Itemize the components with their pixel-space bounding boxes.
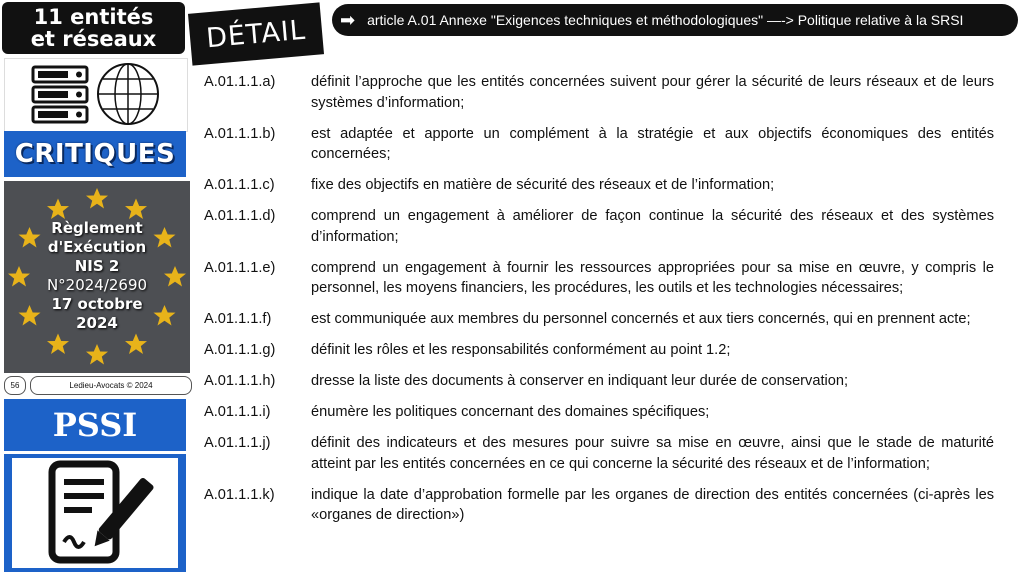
page-number: 56 [4, 376, 26, 395]
reglement-line-5: 17 octobre [51, 295, 143, 313]
reglement-line-1: Règlement [51, 219, 143, 237]
item-text: dresse la liste des documents à conserver en indiquant leur durée de conservation; [311, 373, 849, 389]
slide-footer [4, 376, 190, 395]
eu-star-icon [86, 344, 108, 365]
list-item [204, 485, 994, 526]
item-code: A.01.1.1.i) [204, 404, 271, 420]
item-text: définit les rôles et les responsabilités conformément au point 1.2; [311, 342, 731, 358]
item-text: comprend un engagement à améliorer de façon continue la sécurité des réseaux et des systèmes d’information; [311, 208, 994, 245]
pssi-icon-panel [4, 454, 186, 572]
item-code: A.01.1.1.a) [204, 74, 276, 90]
item-text: énumère les politiques concernant des domaines spécifiques; [311, 404, 710, 420]
list-item [204, 309, 994, 330]
item-text: définit des indicateurs et des mesures pour suivre sa mise en œuvre, ainsi que le stade de maturité atteint par les entités concernées en ce qui concerne la sécurité des réseaux et de l’information; [311, 435, 994, 472]
regulation-reference [4, 219, 190, 333]
copyright-notice: Ledieu-Avocats © 2024 [30, 376, 192, 395]
item-text: est adaptée et apporte un complément à la stratégie et aux objectifs économiques des entités concernées; [311, 125, 994, 162]
list-item [204, 402, 994, 423]
arrow-right-icon: ➡ [340, 9, 356, 30]
eu-regulation-panel [4, 181, 190, 373]
critiques-banner [4, 131, 186, 177]
list-item [204, 72, 994, 113]
eu-star-icon [47, 334, 69, 355]
list-item [204, 433, 994, 474]
sidebar-title [2, 2, 185, 54]
item-code: A.01.1.1.d) [204, 208, 276, 224]
server-icon [31, 65, 89, 125]
list-item [204, 340, 994, 361]
item-code: A.01.1.1.h) [204, 373, 276, 389]
item-text: fixe des objectifs en matière de sécurité des réseaux et de l’information; [311, 177, 775, 193]
reference-bar [332, 4, 1018, 36]
item-code: A.01.1.1.k) [204, 486, 275, 503]
pssi-banner [4, 399, 186, 451]
list-item [204, 175, 994, 196]
eu-star-icon [47, 199, 69, 220]
item-code: A.01.1.1.g) [204, 342, 276, 358]
list-item [204, 124, 994, 165]
item-code: A.01.1.1.e) [204, 259, 276, 276]
item-text: est communiquée aux membres du personnel concernés et aux tiers concernés, qui en prennent acte; [311, 311, 971, 327]
eu-star-icon [86, 188, 108, 209]
list-item [204, 258, 994, 299]
network-icons-panel [4, 58, 188, 132]
reglement-line-4: N°2024/2690 [46, 276, 148, 294]
item-text: indique la date d’approbation formelle par les organes de direction des entités concernées (ci-après les «organes de direction») [311, 486, 994, 523]
document-signature-icon [12, 458, 178, 568]
item-code: A.01.1.1.j) [204, 435, 271, 451]
item-text: comprend un engagement à fournir les ressources appropriées pour sa mise en œuvre, y compris le personnel, les moyens financiers, les procédures, les outils et les technologies nécessaires; [311, 259, 994, 296]
pssi-label: PSSI [52, 406, 138, 444]
title-line-1: 11 entités [33, 5, 154, 29]
detail-tag [188, 2, 324, 65]
critiques-label: CRITIQUES [14, 139, 176, 169]
detail-label: DÉTAIL [204, 14, 308, 54]
item-code: A.01.1.1.b) [204, 125, 276, 142]
item-text: définit l’approche que les entités concernées suivent pour gérer la sécurité de leurs réseaux et de leurs systèmes d’information; [311, 74, 994, 111]
item-code: A.01.1.1.c) [204, 177, 275, 193]
globe-icon [95, 61, 161, 127]
item-code: A.01.1.1.f) [204, 311, 272, 327]
reglement-line-6: 2024 [76, 314, 118, 332]
eu-star-icon [125, 334, 147, 355]
reglement-line-2: d'Exécution [47, 238, 147, 256]
reference-text: article A.01 Annexe "Exigences techniques et méthodologiques" —-> Politique relative à la SRSI [367, 12, 964, 28]
eu-star-icon [125, 199, 147, 220]
requirements-list [204, 72, 994, 536]
list-item [204, 371, 994, 392]
title-line-2: et réseaux [30, 27, 157, 51]
reglement-line-3: NIS 2 [74, 257, 120, 275]
list-item [204, 206, 994, 247]
